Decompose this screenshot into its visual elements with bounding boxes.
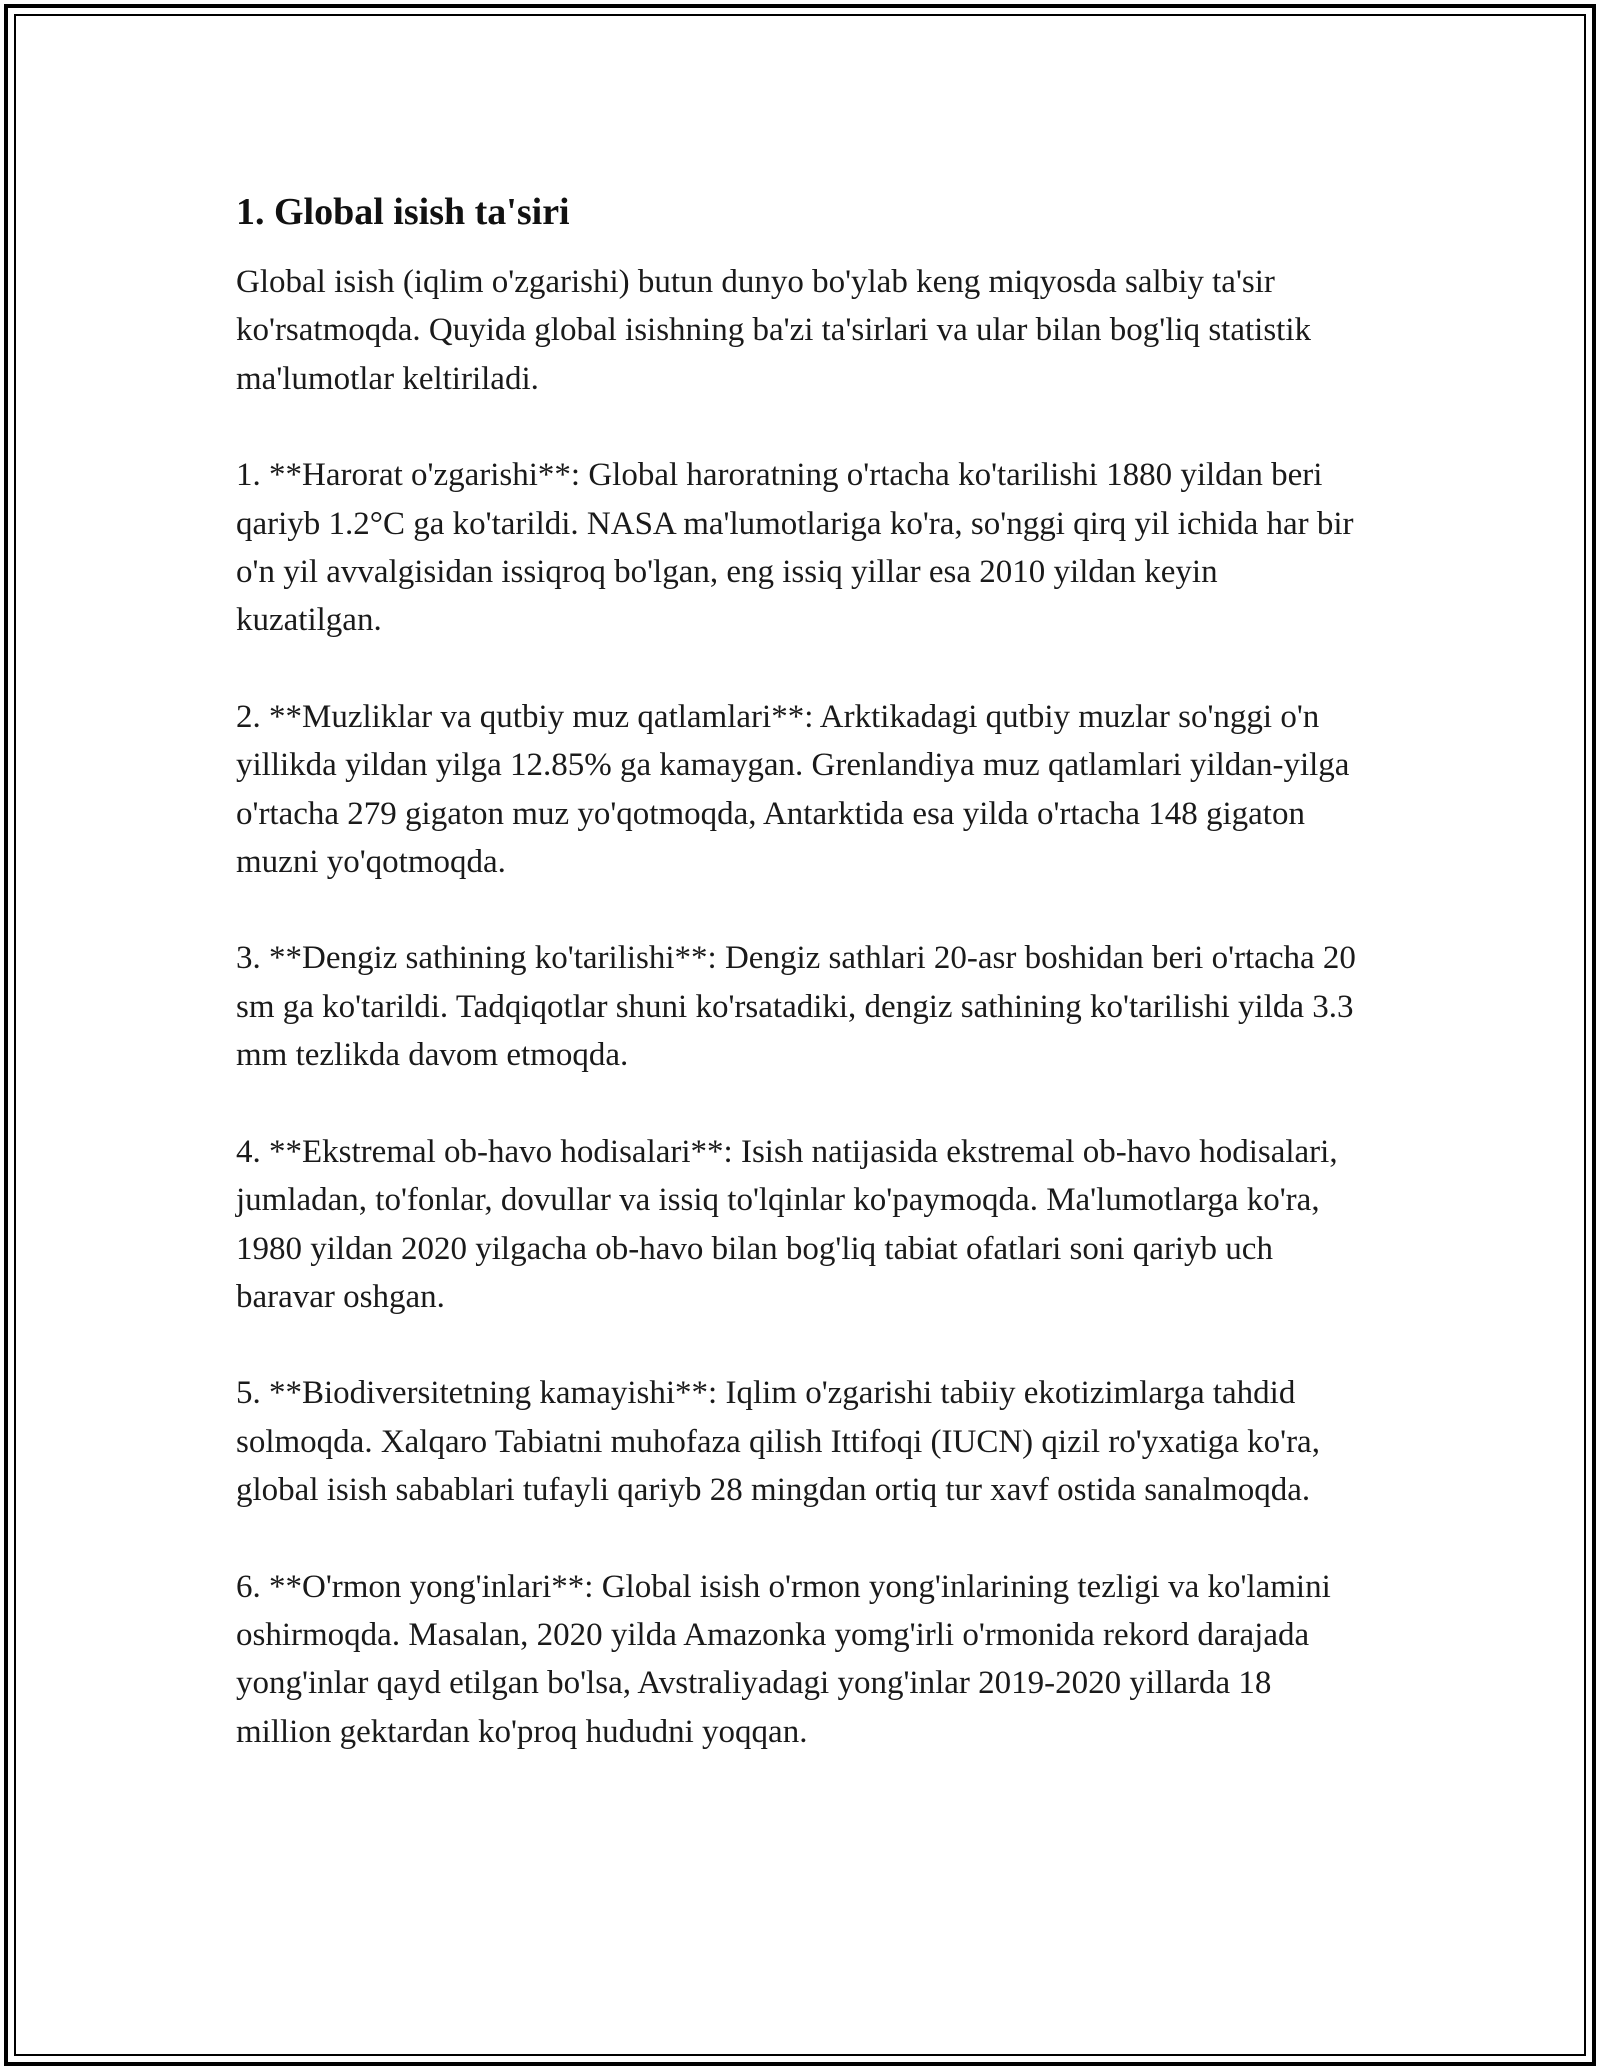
- item-sea-level-rise: 3. **Dengiz sathining ko'tarilishi**: Dengiz sathlari 20-asr boshidan beri o'rtacha 20 sm ga ko'tarildi. Tadqiqotlar shuni ko'rsatadiki, dengiz sathining ko'tarilishi yilda 3.3 mm tezlikda davom etmoqda.: [236, 940, 1356, 1074]
- item-forest-fires: 6. **O'rmon yong'inlari**: Global isish o'rmon yong'inlarining tezligi va ko'lamini oshirmoqda. Masalan, 2020 yilda Amazonka yomg'irli o'rmonida rekord darajada yong'inlar qayd etilgan bo'lsa, Avstraliyadagi yong'inlar 2019-2020 yillarda 18 million gektardan ko'proq hududni yoqqan.: [236, 1568, 1331, 1750]
- document-body: [236, 186, 1366, 1804]
- item-temperature-change: 1. **Harorat o'zgarishi**: Global haroratning o'rtacha ko'tarilishi 1880 yildan beri qariyb 1.2°C ga ko'tarildi. NASA ma'lumotlariga ko'ra, so'nggi qirq yil ichida har bir o'n yil avvalgisidan issiqroq bo'lgan, eng issiq yillar esa 2010 yildan keyin kuzatilgan.: [236, 457, 1354, 639]
- intro-paragraph: Global isish (iqlim o'zgarishi) butun dunyo bo'ylab keng miqyosda salbiy ta'sir ko'rsatmoqda. Quyida global isishning ba'zi ta'sirlari va ular bilan bog'liq statistik ma'lumotlar keltiriladi.: [236, 264, 1312, 397]
- item-glaciers-ice-sheets: 2. **Muzliklar va qutbiy muz qatlamlari**: Arktikadagi qutbiy muzlar so'nggi o'n yillikda yildan yilga 12.85% ga kamaygan. Grenlandiya muz qatlamlari yildan-yilga o'rtacha 279 gigaton muz yo'qotmoqda, Antarktida esa yilda o'rtacha 148 gigaton muzni yo'qotmoqda.: [236, 698, 1350, 881]
- item-biodiversity-loss: 5. **Biodiversitetning kamayishi**: Iqlim o'zgarishi tabiiy ekotizimlarga tahdid solmoqda. Xalqaro Tabiatni muhofaza qilish Ittifoqi (IUCN) qizil ro'yxatiga ko'ra, global isish sabablari tufayli qariyb 28 mingdan ortiq tur xavf ostida sanalmoqda.: [236, 1375, 1320, 1509]
- section-heading: 1. Global isish ta'siri: [236, 191, 570, 233]
- item-extreme-weather: 4. **Ekstremal ob-havo hodisalari**: Isish natijasida ekstremal ob-havo hodisalari, jumladan, to'fonlar, dovullar va issiq to'lqinlar ko'paymoqda. Ma'lumotlarga ko'ra, 1980 yildan 2020 yilgacha ob-havo bilan bog'liq tabiat ofatlari soni qariyb uch baravar oshgan.: [236, 1133, 1338, 1315]
